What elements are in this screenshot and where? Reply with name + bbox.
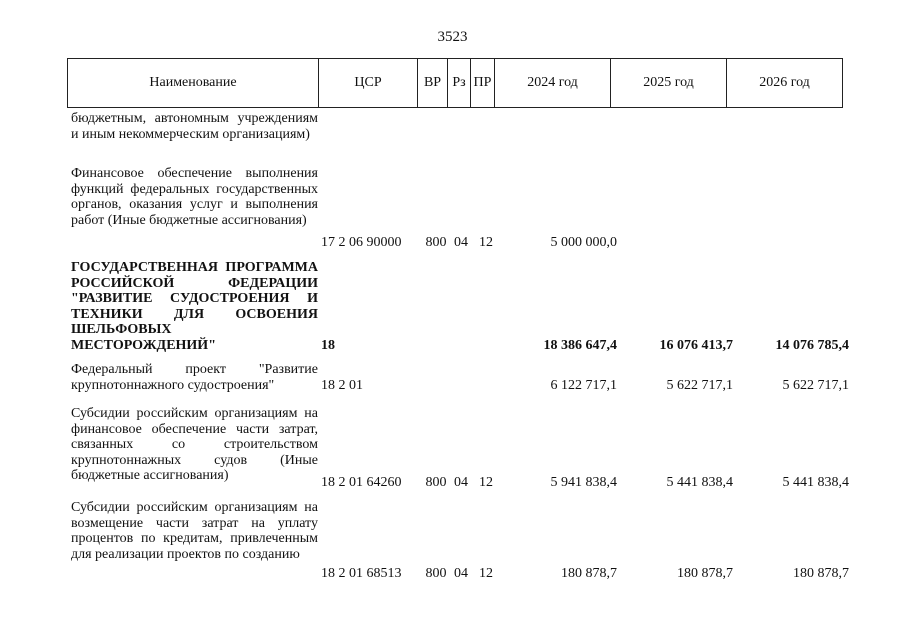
row-name: Финансовое обеспечение выполнения функций федеральных государственных органов, оказания услуг и выполнения работ (Иные бюджетные ассигнования) <box>71 166 318 228</box>
row-csr: 18 <box>321 338 335 353</box>
row-rz: 04 <box>454 235 468 250</box>
header-rz: Рз <box>448 59 471 108</box>
row-2026: 14 076 785,4 <box>775 338 849 353</box>
page-number: 3523 <box>437 29 468 45</box>
row-2026: 5 622 717,1 <box>782 378 849 393</box>
row-name: Субсидии российским организациям на финансовое обеспечение части затрат, связанных со строительством крупнотоннажных судов (Иные бюджетные ассигнования) <box>71 406 318 483</box>
row-name: бюджетным, автономным учреждениям и иным некоммерческим организациям) <box>71 111 318 142</box>
header-pr: ПР <box>471 59 495 108</box>
row-2025: 5 622 717,1 <box>666 378 733 393</box>
row-2024: 5 000 000,0 <box>550 235 617 250</box>
row-2024: 6 122 717,1 <box>550 378 617 393</box>
row-csr: 18 2 01 <box>321 378 363 393</box>
row-vr: 800 <box>425 235 447 250</box>
header-csr: ЦСР <box>319 59 418 108</box>
row-rz: 04 <box>454 566 468 581</box>
row-2025: 5 441 838,4 <box>666 475 733 490</box>
row-name: Федеральный проект "Развитие крупнотоннажного судостроения" <box>71 362 318 393</box>
row-2026: 5 441 838,4 <box>782 475 849 490</box>
row-pr: 12 <box>479 566 493 581</box>
header-2025: 2025 год <box>611 59 727 108</box>
row-2024: 5 941 838,4 <box>550 475 617 490</box>
row-vr: 800 <box>425 566 447 581</box>
row-name: ГОСУДАРСТВЕННАЯ ПРОГРАММА РОССИЙСКОЙ ФЕДЕРАЦИИ "РАЗВИТИЕ СУДОСТРОЕНИЯ И ТЕХНИКИ ДЛЯ ОСВОЕНИЯ ШЕЛЬФОВЫХ МЕСТОРОЖДЕНИЙ" <box>71 260 318 353</box>
row-name: Субсидии российским организациям на возмещение части затрат на уплату процентов по кредитам, привлеченным для реализации проектов по созданию <box>71 500 318 562</box>
row-vr: 800 <box>425 475 447 490</box>
row-pr: 12 <box>479 475 493 490</box>
header-name: Наименование <box>68 59 319 108</box>
row-csr: 17 2 06 90000 <box>321 235 402 250</box>
row-2024: 180 878,7 <box>561 566 617 581</box>
table-header <box>67 58 843 108</box>
header-2026: 2026 год <box>727 59 843 108</box>
row-2024: 18 386 647,4 <box>543 338 617 353</box>
row-2025: 16 076 413,7 <box>659 338 733 353</box>
row-2026: 180 878,7 <box>793 566 849 581</box>
row-csr: 18 2 01 68513 <box>321 566 402 581</box>
header-vr: ВР <box>418 59 448 108</box>
row-rz: 04 <box>454 475 468 490</box>
row-pr: 12 <box>479 235 493 250</box>
header-2024: 2024 год <box>495 59 611 108</box>
row-csr: 18 2 01 64260 <box>321 475 402 490</box>
row-2025: 180 878,7 <box>677 566 733 581</box>
